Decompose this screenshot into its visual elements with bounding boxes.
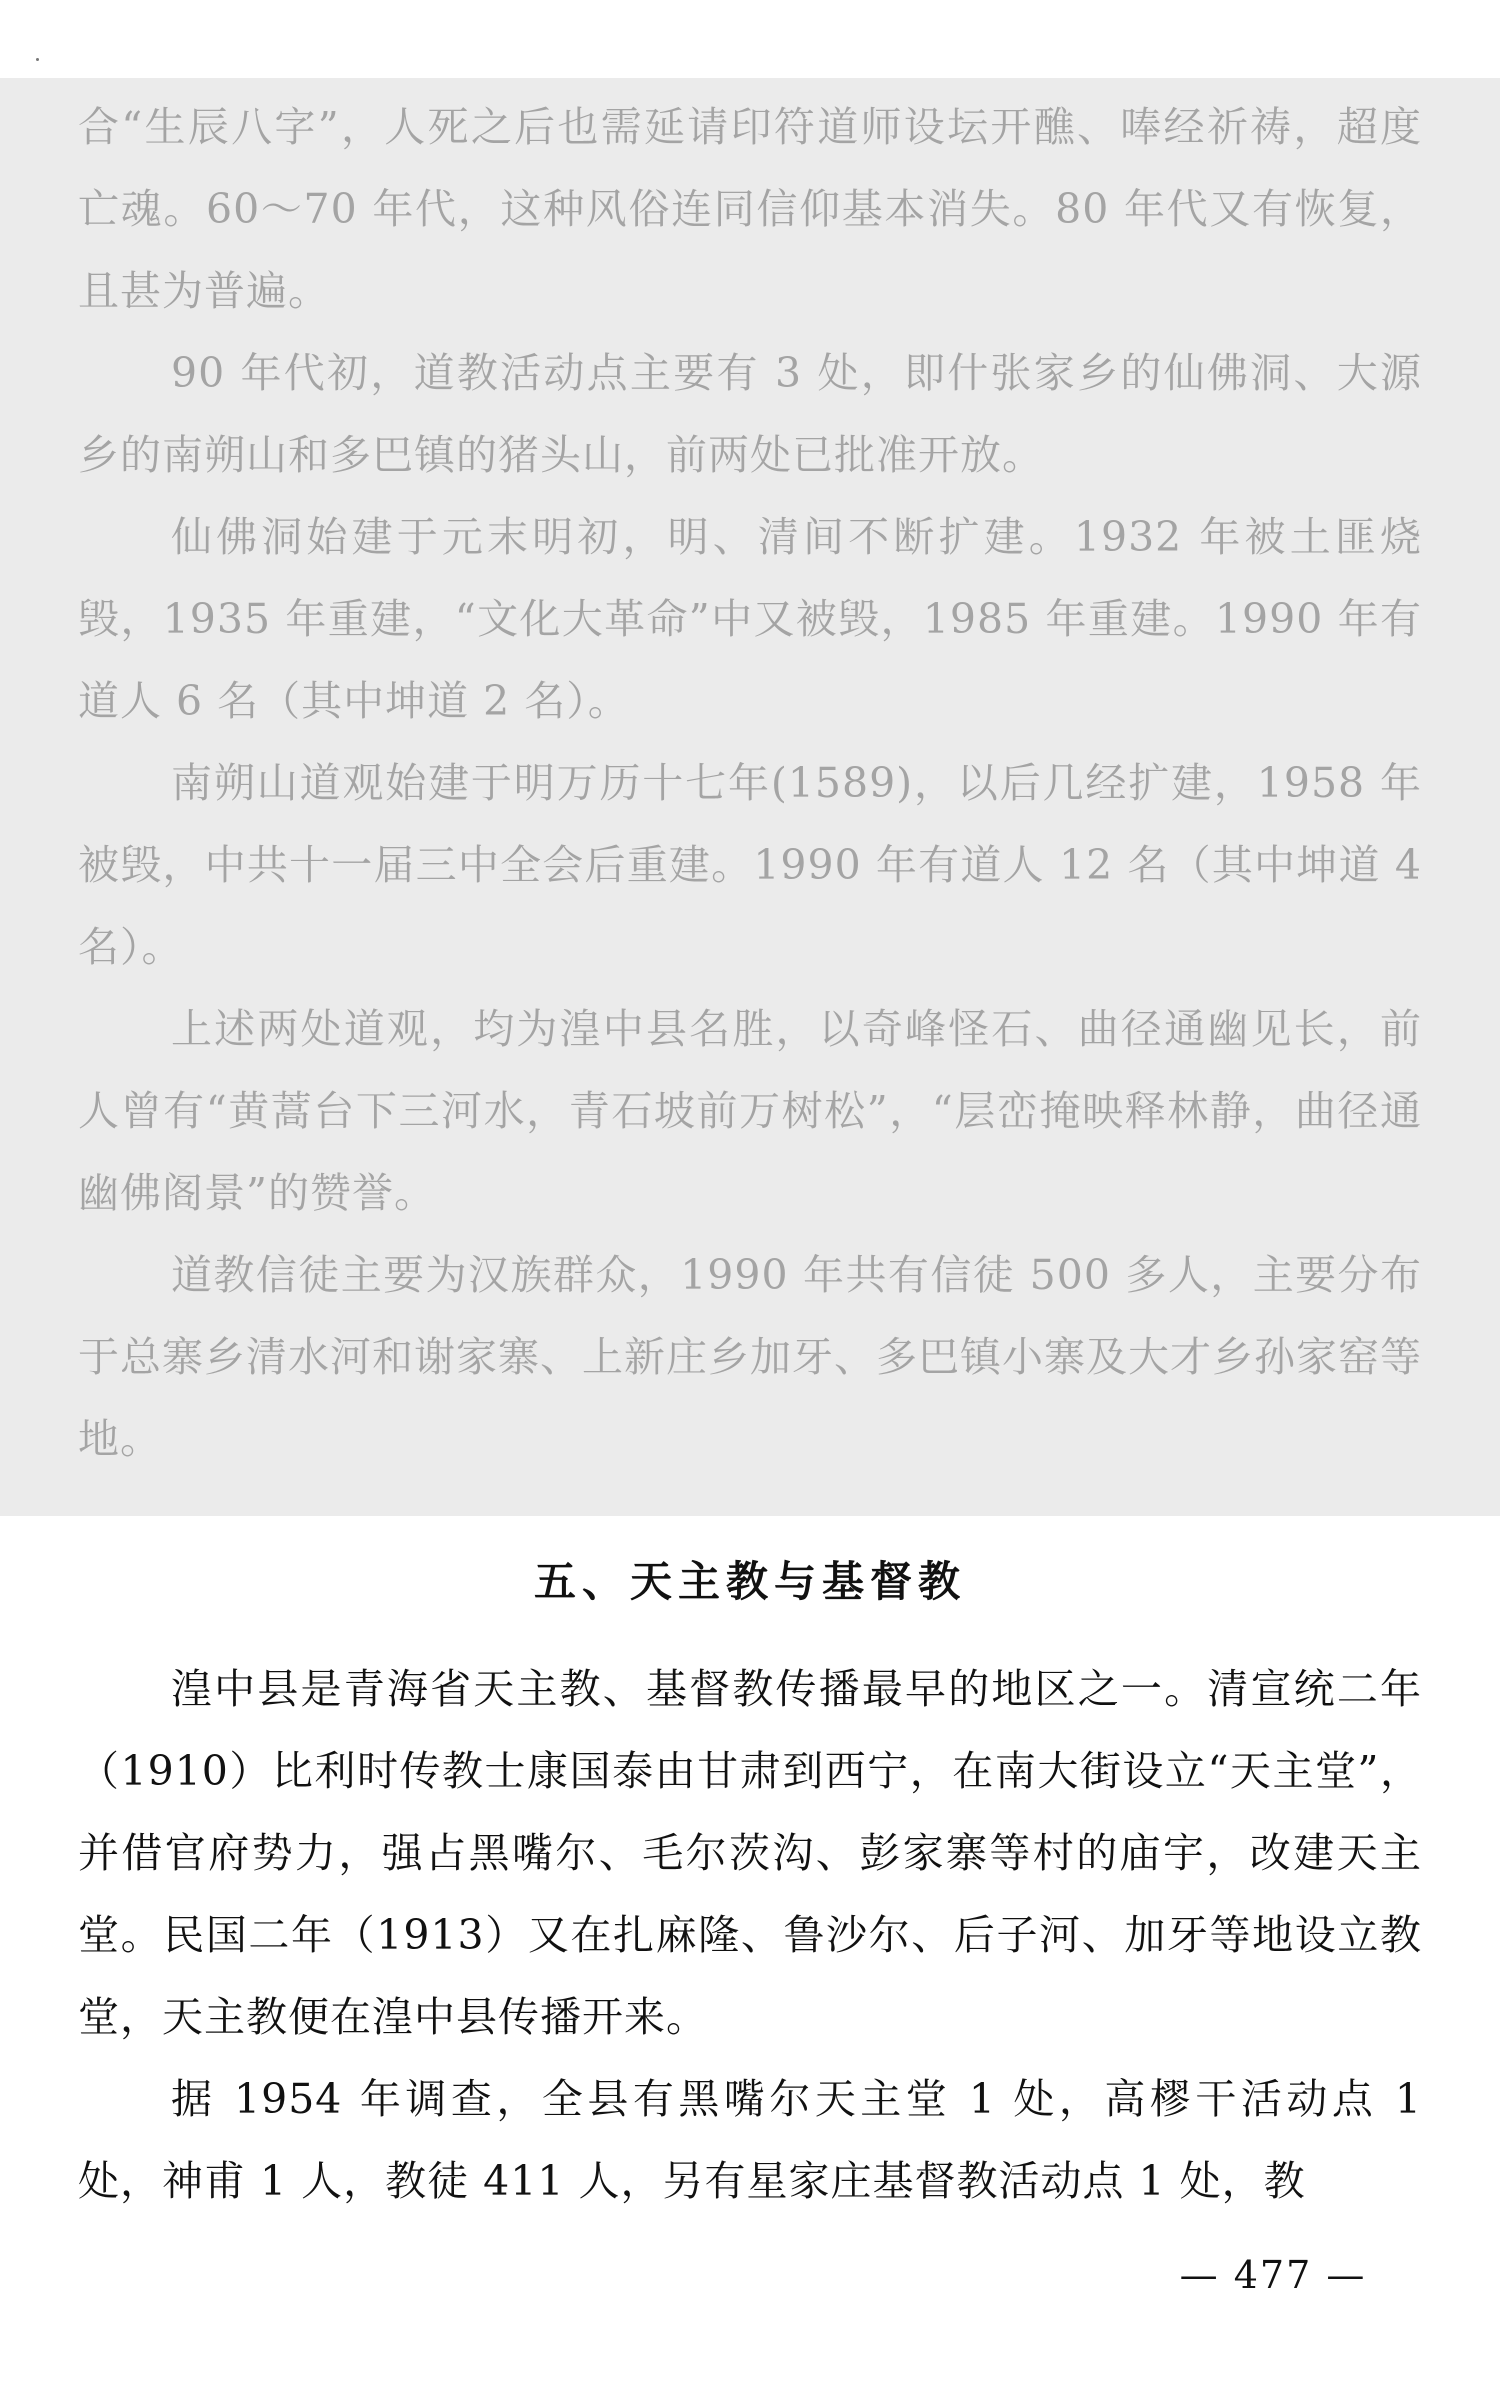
- paragraph-1954-survey: 据 1954 年调查，全县有黑嘴尔天主堂 1 处，高樛干活动点 1 处，神甫 1 人，教徒 411 人，另有星家庄基督教活动点 1 处，教: [78, 2075, 1422, 2205]
- continued-paragraph: 合“生辰八字”，人死之后也需延请印符道师设坛开醮、唪经祈祷，超度亡魂。60～70 年代，这种风俗连同信仰基本消失。80 年代又有恢复，且甚为普遍。: [78, 103, 1422, 315]
- paragraph-nanshuo-temple: 南朔山道观始建于明万历十七年(1589)，以后几经扩建，1958 年被毁，中共十一届三中全会后重建。1990 年有道人 12 名（其中坤道 4 名）。: [78, 759, 1422, 971]
- paragraph-scenic-spots: 上述两处道观，均为湟中县名胜，以奇峰怪石、曲径通幽见长，前人曾有“黄蒿台下三河水，青石坡前万树松”，“层峦掩映释林静，曲径通幽佛阁景”的赞誉。: [78, 1005, 1422, 1217]
- paragraph-taoist-sites: 90 年代初，道教活动点主要有 3 处，即什张家乡的仙佛洞、大源乡的南朔山和多巴镇的猪头山，前两处已批准开放。: [78, 349, 1422, 479]
- shaded-text-block: [0, 78, 1500, 1516]
- section-heading: 五、天主教与基督教: [533, 1557, 966, 1606]
- paragraph-xianfo-cave: 仙佛洞始建于元末明初，明、清间不断扩建。1932 年被土匪烧毁，1935 年重建，“文化大革命”中又被毁，1985 年重建。1990 年有道人 6 名（其中坤道 2 名）。: [78, 513, 1422, 725]
- paragraph-taoist-believers: 道教信徒主要为汉族群众，1990 年共有信徒 500 多人，主要分布于总寨乡清水河和谢家寨、上新庄乡加牙、多巴镇小寨及大才乡孙家窑等地。: [78, 1251, 1422, 1463]
- scan-speck: [36, 58, 39, 61]
- page-number: — 477 —: [1179, 2253, 1367, 2297]
- paragraph-catholic-history: 湟中县是青海省天主教、基督教传播最早的地区之一。清宣统二年（1910）比利时传教士康国泰由甘肃到西宁，在南大街设立“天主堂”，并借官府势力，强占黑嘴尔、毛尔茨沟、彭家寨等村的庙宇，改建天主堂。民国二年（1913）又在扎麻隆、鲁沙尔、后子河、加牙等地设立教堂，天主教便在湟中县传播开来。: [78, 1665, 1422, 2041]
